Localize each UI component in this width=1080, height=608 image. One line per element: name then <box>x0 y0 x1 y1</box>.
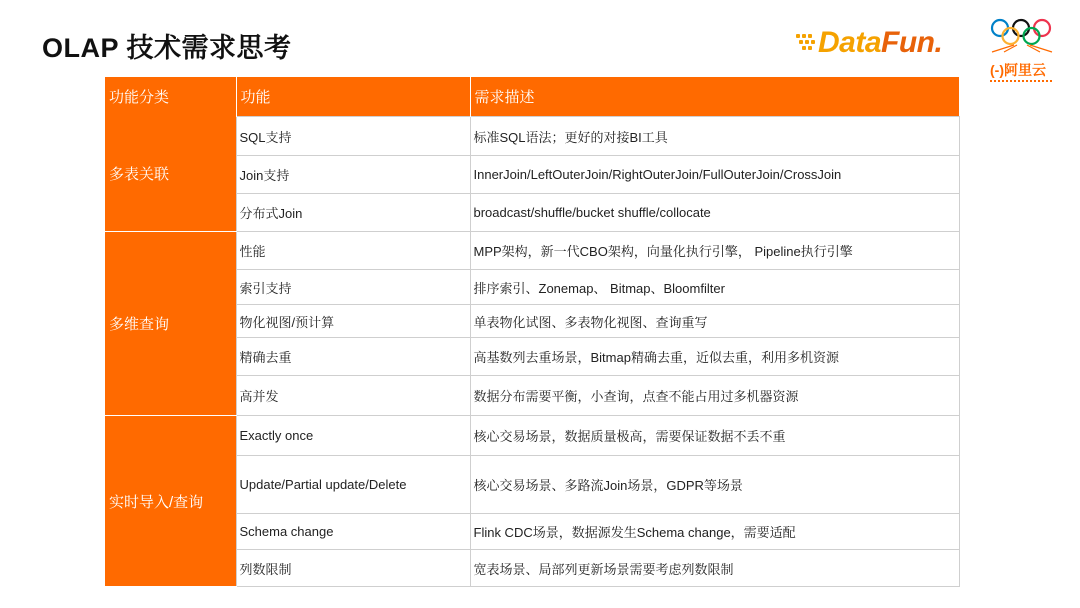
feature-cell: Update/Partial update/Delete <box>236 456 470 514</box>
description-cell: 核心交易场景、多路流Join场景，GDPR等场景 <box>470 456 959 514</box>
description-cell: 数据分布需要平衡，小查询，点查不能占用过多机器资源 <box>470 376 959 416</box>
logo-caption-line <box>990 80 1054 82</box>
feature-cell: Exactly once <box>236 416 470 456</box>
feature-cell: Join支持 <box>236 156 470 194</box>
description-cell: MPP架构，新一代CBO架构，向量化执行引擎， Pipeline执行引擎 <box>470 232 959 270</box>
datafun-logo <box>796 22 943 66</box>
table-row <box>105 117 959 156</box>
header-category: 功能分类 <box>105 77 236 117</box>
olympic-rings-icon <box>984 14 1060 54</box>
description-cell: 宽表场景、局部列更新场景需要考虑列数限制 <box>470 550 959 587</box>
category-cell: 多表关联 <box>105 117 236 232</box>
aliyun-bracket-icon: (-) <box>990 62 1004 78</box>
description-cell: InnerJoin/LeftOuterJoin/RightOuterJoin/FullOuterJoin/CrossJoin <box>470 156 959 194</box>
table-row <box>105 232 959 270</box>
category-cell: 多维查询 <box>105 232 236 416</box>
feature-cell: 索引支持 <box>236 270 470 305</box>
olympic-aliyun-logo <box>984 14 1060 96</box>
feature-cell: 精确去重 <box>236 338 470 376</box>
header-description: 需求描述 <box>470 77 959 117</box>
feature-cell: 分布式Join <box>236 194 470 232</box>
description-cell: 高基数列去重场景，Bitmap精确去重，近似去重，利用多机资源 <box>470 338 959 376</box>
description-cell: 排序索引、Zonemap、 Bitmap、Bloomfilter <box>470 270 959 305</box>
category-cell: 实时导入/查询 <box>105 416 236 587</box>
description-cell: 标准SQL语法；更好的对接BI工具 <box>470 117 959 156</box>
feature-cell: SQL支持 <box>236 117 470 156</box>
description-cell: 核心交易场景，数据质量极高，需要保证数据不丢不重 <box>470 416 959 456</box>
aliyun-wordmark: (-)阿里云 <box>990 62 1046 78</box>
header-feature: 功能 <box>236 77 470 117</box>
table-row <box>105 416 959 456</box>
page-title: OLAP 技术需求思考 <box>42 33 292 63</box>
feature-cell: 高并发 <box>236 376 470 416</box>
description-cell: 单表物化试图、多表物化视图、查询重写 <box>470 305 959 338</box>
feature-cell: 物化视图/预计算 <box>236 305 470 338</box>
feature-cell: 性能 <box>236 232 470 270</box>
table-header-row <box>105 77 959 117</box>
feature-cell: Schema change <box>236 514 470 550</box>
description-cell: broadcast/shuffle/bucket shuffle/collocate <box>470 194 959 232</box>
requirements-table <box>105 77 960 587</box>
description-cell: Flink CDC场景，数据源发生Schema change，需要适配 <box>470 514 959 550</box>
feature-cell: 列数限制 <box>236 550 470 587</box>
datafun-wordmark: DataFun. <box>818 26 943 59</box>
